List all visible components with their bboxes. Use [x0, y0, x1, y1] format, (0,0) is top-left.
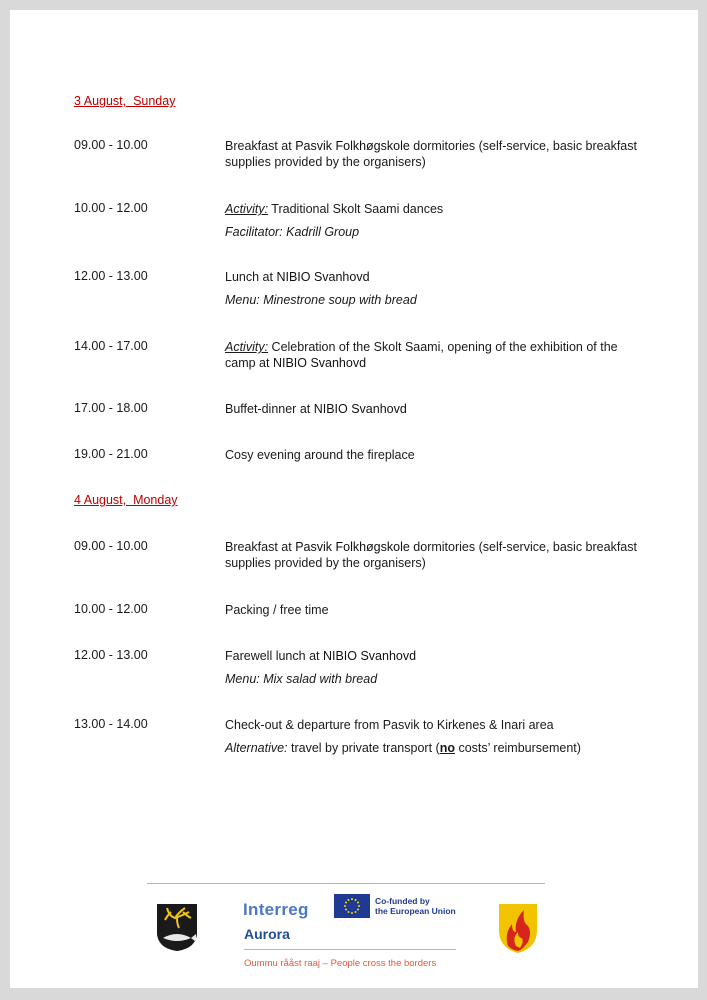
event-text: dormitories (self-service, basic breakfast supplies provided by the organisers)	[225, 540, 637, 570]
event-description	[225, 539, 645, 571]
event-description: Packing / free time	[225, 603, 329, 617]
event-text: Farewell lunch at	[225, 649, 323, 663]
event-text: Check-out & departure from Pasvik to Kirkenes & Inari area	[225, 718, 554, 732]
event-text: Buffet-dinner at	[225, 402, 314, 416]
time-slot: 14.00 - 17.00	[74, 339, 148, 353]
venue-name: NIBIO Svanhovd	[313, 402, 407, 416]
time-slot: 13.00 - 14.00	[74, 717, 148, 731]
interreg-logo-text: Interreg	[243, 900, 309, 919]
reindeer-fish-coat-of-arms-icon	[155, 902, 199, 952]
venue-name: Pasvik Folkhøgskole	[295, 540, 410, 554]
time-slot: 10.00 - 12.00	[74, 201, 148, 215]
alternative-label: Alternative:	[225, 741, 288, 755]
event-description: Cosy evening around the fireplace	[225, 448, 415, 462]
cofunded-line: Co-funded by	[375, 896, 430, 906]
event-text: Lunch at	[225, 270, 277, 284]
event-description	[225, 648, 645, 687]
event-description	[225, 339, 645, 371]
aurora-divider	[244, 949, 456, 950]
event-description	[225, 401, 645, 417]
menu-note: Menu: Mix salad with bread	[225, 672, 378, 686]
event-description	[225, 717, 645, 756]
alternative-note	[225, 740, 645, 756]
time-slot: 19.00 - 21.00	[74, 447, 148, 461]
event-description	[225, 138, 645, 170]
menu-note: Menu: Minestrone soup with bread	[225, 293, 417, 307]
event-text: costs’ reimbursement)	[454, 741, 581, 755]
event-text: Celebration of the Skolt Saami, opening of the exhibition of the camp at	[225, 340, 618, 370]
time-slot: 12.00 - 13.00	[74, 269, 148, 283]
no-emphasis: no	[439, 741, 455, 755]
event-description	[225, 269, 645, 308]
event-text: Breakfast at	[225, 540, 296, 554]
event-text: dormitories (self-service, basic breakfast supplies provided by the organisers)	[225, 139, 637, 169]
flame-shield-coat-of-arms-icon	[498, 902, 538, 954]
aurora-program-text: Aurora	[244, 926, 290, 942]
time-slot: 17.00 - 18.00	[74, 401, 148, 415]
venue-name: NIBIO Svanhovd	[276, 270, 370, 284]
time-slot: 10.00 - 12.00	[74, 602, 148, 616]
facilitator-note: Facilitator: Kadrill Group	[225, 225, 360, 239]
event-description	[225, 201, 645, 240]
venue-name: NIBIO Svanhovd	[272, 356, 367, 370]
activity-label: Activity:	[225, 340, 269, 354]
eu-flag-icon	[334, 894, 370, 918]
cofunded-text	[375, 896, 456, 916]
day-heading-sunday: 3 August, Sunday	[74, 94, 176, 108]
day-heading-monday: 4 August, Monday	[74, 493, 178, 507]
event-text: Traditional Skolt Saami dances	[268, 202, 444, 216]
time-slot: 09.00 - 10.00	[74, 138, 148, 152]
footer-divider	[147, 883, 545, 884]
event-text: travel by private transport (	[287, 741, 440, 755]
time-slot: 09.00 - 10.00	[74, 539, 148, 553]
time-slot: 12.00 - 13.00	[74, 648, 148, 662]
event-text: Breakfast at	[225, 139, 296, 153]
document-page	[10, 10, 698, 988]
program-slogan: Oummu rååst raaj – People cross the borders	[244, 958, 437, 969]
activity-label: Activity:	[225, 202, 269, 216]
venue-name: Pasvik Folkhøgskole	[295, 139, 410, 153]
venue-name: NIBIO Svanhovd	[322, 649, 417, 663]
cofunded-line: the European Union	[375, 906, 456, 916]
